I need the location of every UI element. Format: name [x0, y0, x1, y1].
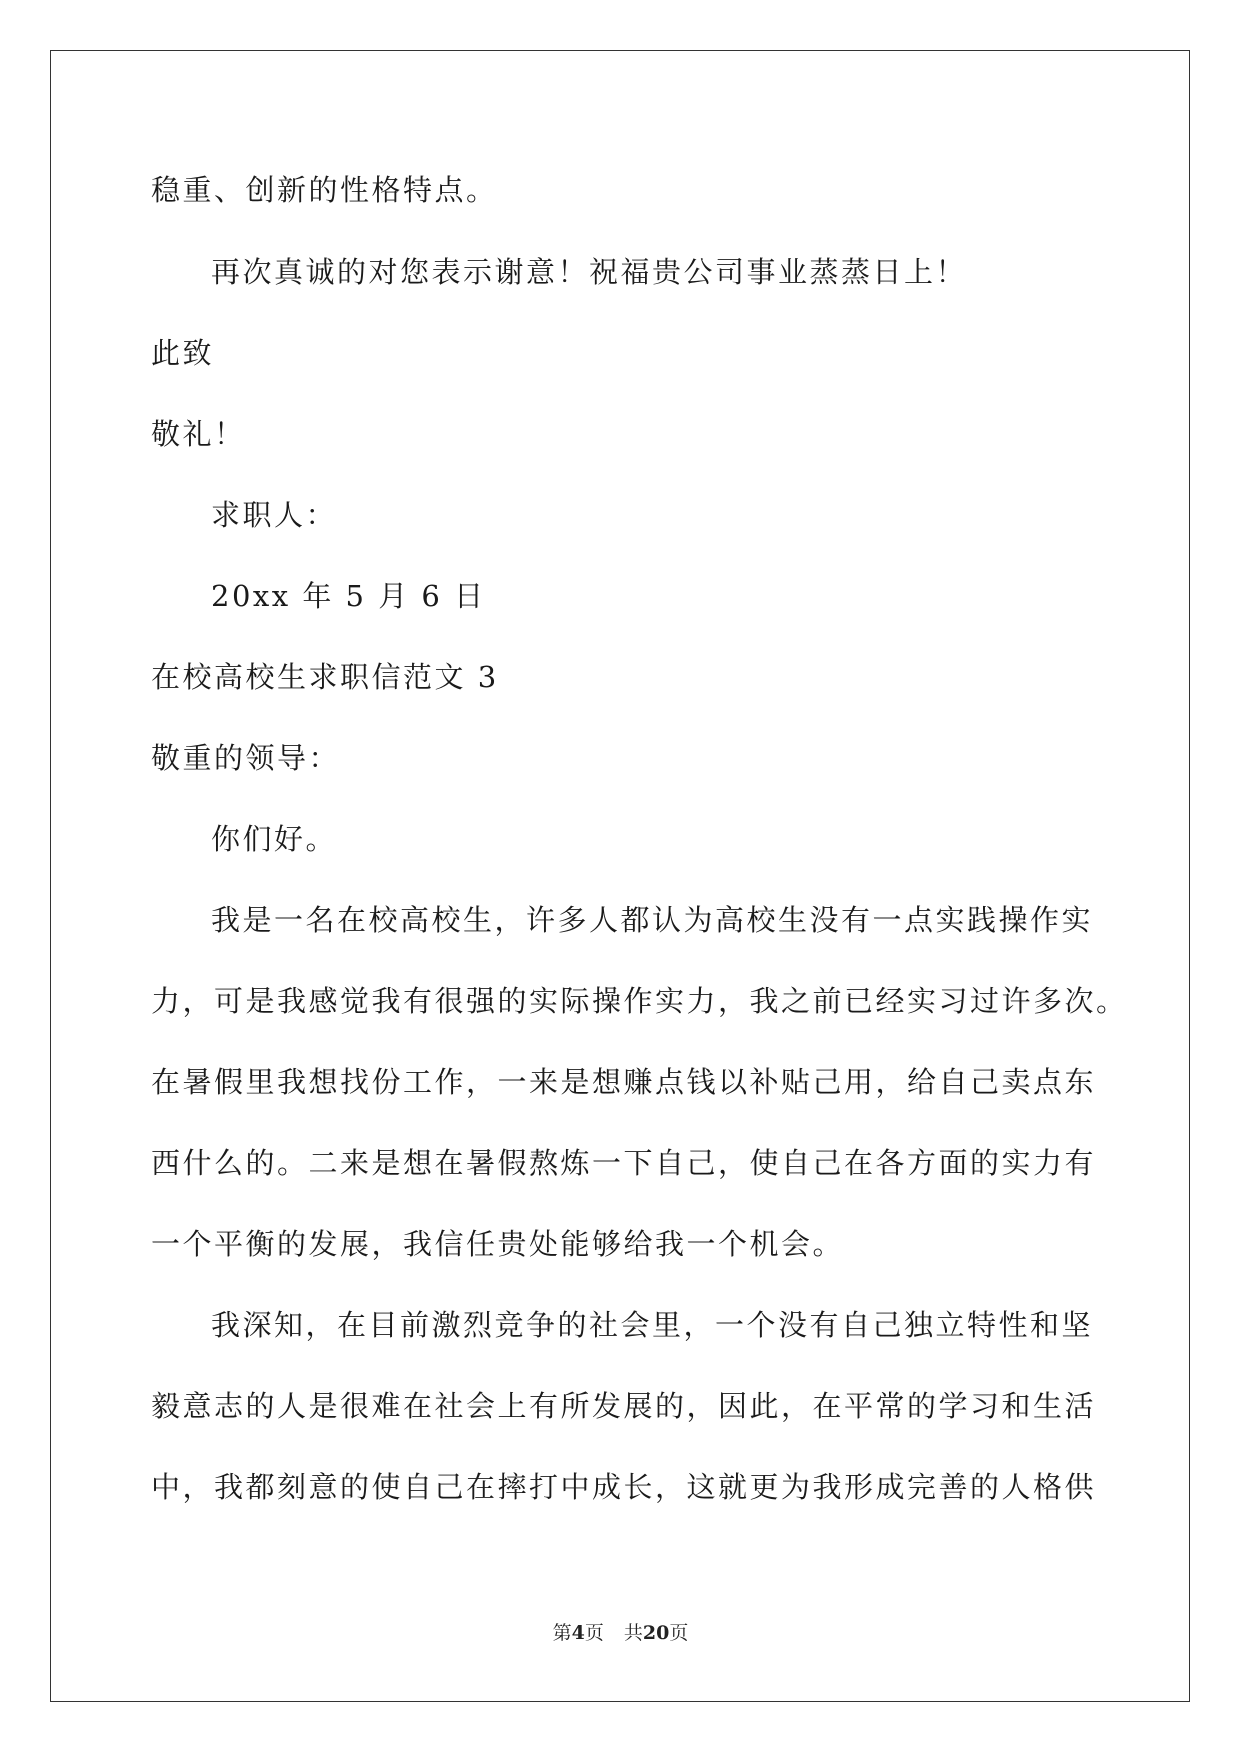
- text-line-1: 稳重、创新的性格特点。: [151, 173, 498, 207]
- signature-label: 求职人：: [211, 498, 338, 532]
- section-title: 在校高校生求职信范文 3: [151, 660, 499, 694]
- closing-salutation: 此致: [151, 336, 215, 370]
- paragraph-line: 力，可是我感觉我有很强的实际操作实力，我之前已经实习过许多次。: [151, 984, 1128, 1018]
- paragraph-line: 毅意志的人是很难在社会上有所发展的，因此，在平常的学习和生活: [151, 1389, 1097, 1423]
- total-prefix: 共: [623, 1622, 643, 1644]
- paragraph-line: 一个平衡的发展，我信任贵处能够给我一个机会。: [151, 1227, 845, 1261]
- paragraph-line: 我深知，在目前激烈竞争的社会里，一个没有自己独立特性和坚: [211, 1308, 1094, 1342]
- paragraph-line: 西什么的。二来是想在暑假熬炼一下自己，使自己在各方面的实力有: [151, 1146, 1097, 1180]
- paragraph-line: 中，我都刻意的使自己在摔打中成长，这就更为我形成完善的人格供: [151, 1470, 1097, 1504]
- closing-regards: 敬礼！: [151, 417, 246, 451]
- letter-date: 20xx 年 5 月 6 日: [211, 579, 486, 613]
- page-footer: [0, 1618, 1241, 1645]
- text-line-2: 再次真诚的对您表示谢意！祝福贵公司事业蒸蒸日上！: [211, 255, 968, 289]
- greeting-hello: 你们好。: [211, 822, 338, 856]
- page-number: 4: [571, 1622, 585, 1644]
- page-frame: [50, 50, 1190, 1702]
- paragraph-line: 在暑假里我想找份工作，一来是想赚点钱以补贴己用，给自己卖点东: [151, 1065, 1097, 1099]
- total-suffix: 页: [669, 1622, 689, 1644]
- paragraph-line: 我是一名在校高校生，许多人都认为高校生没有一点实践操作实: [211, 903, 1094, 937]
- greeting: 敬重的领导：: [151, 741, 341, 775]
- page-suffix: 页: [584, 1622, 604, 1644]
- page-prefix: 第: [552, 1622, 572, 1644]
- total-pages: 20: [642, 1622, 670, 1644]
